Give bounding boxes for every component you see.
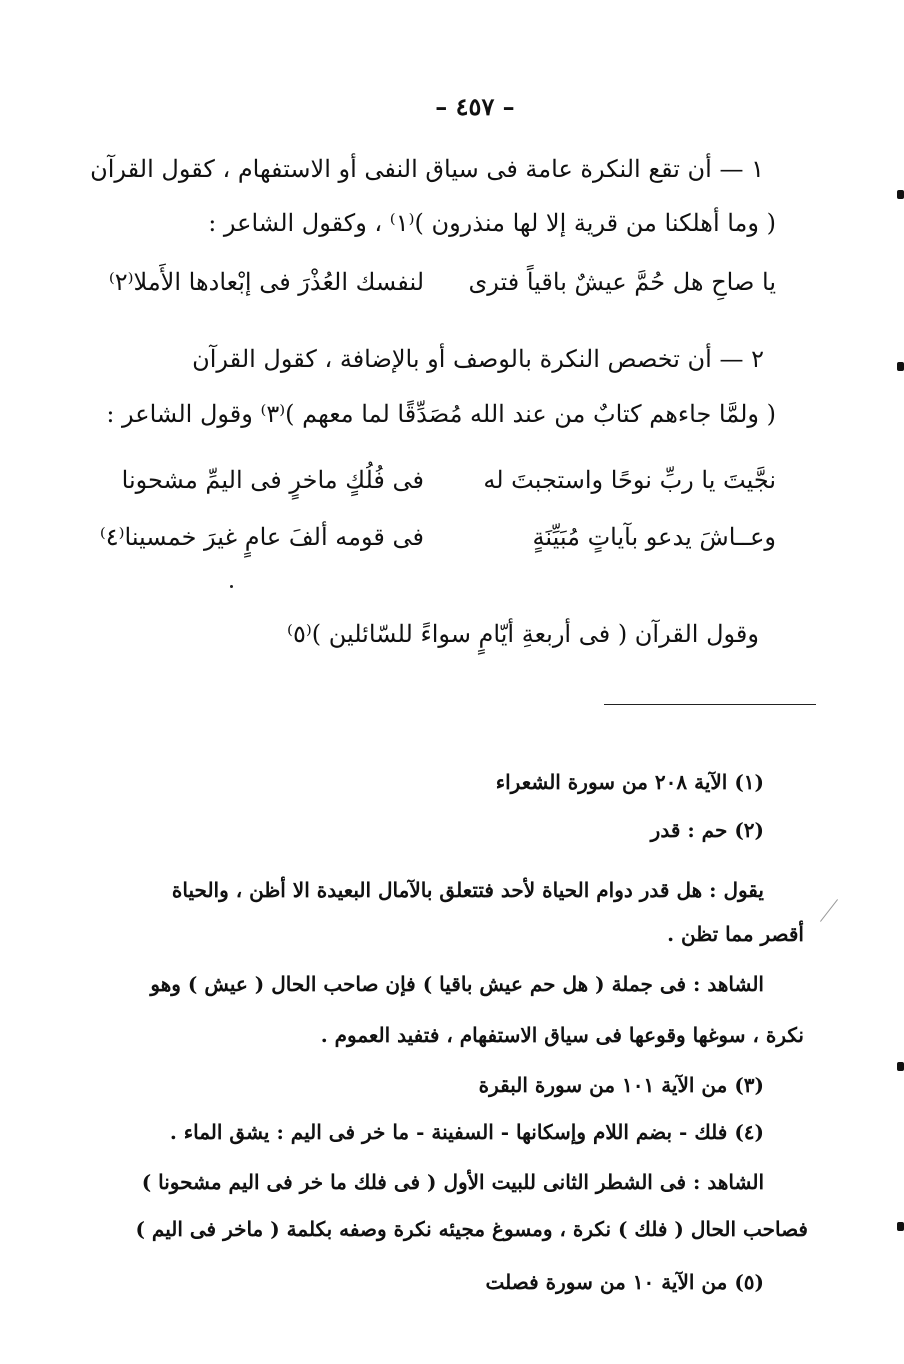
stray-dot <box>230 585 233 588</box>
footnote-2-explanation-2: أقصر مما تظن . <box>667 922 804 946</box>
scan-margin-mark <box>897 1222 904 1231</box>
footnote-4: (٤) فلك - بضم اللام وإسكانها - السفينة - ما خر فى اليم : يشق الماء . <box>169 1120 764 1144</box>
body-line-3: ٢ — أن تخصص النكرة بالوصف أو بالإضافة ، كقول القرآن <box>192 345 764 373</box>
verse-2-second-hemistich: فى فُلُكٍ ماخرٍ فى اليمِّ مشحونا <box>121 466 424 494</box>
page-number: – ٤٥٧ – <box>435 92 515 121</box>
verse-1-second-hemistich: لنفسك العُذْرَ فى إبْعادها الأَملا⁽٢⁾ <box>108 268 424 296</box>
body-line-2: ( وما أهلكنا من قرية إلا لها منذرون )⁽١⁾ ، وكقول الشاعر : <box>208 209 776 237</box>
verse-3-second-hemistich: فى قومه ألفَ عامٍ غيرَ خمسينا⁽٤⁾ <box>99 523 424 551</box>
footnote-2: (٢) حم : قدر <box>650 818 764 842</box>
scan-margin-mark <box>897 1062 904 1071</box>
body-line-1: ١ — أن تقع النكرة عامة فى سياق النفى أو الاستفهام ، كقول القرآن <box>90 155 764 183</box>
verse-3-first-hemistich: وعــاشَ يدعو بآياتٍ مُبَيِّنَةٍ <box>532 523 776 551</box>
footnote-3: (٣) من الآية ١٠١ من سورة البقرة <box>478 1073 764 1097</box>
scan-margin-mark <box>897 190 904 199</box>
body-line-4: ( ولمَّا جاءهم كتابٌ من عند الله مُصَدِّقًا لما معهم )⁽٣⁾ وقول الشاعر : <box>106 400 776 428</box>
stray-pen-mark <box>820 899 838 922</box>
footnote-2-witness-2: نكرة ، سوغها وقوعها فى سياق الاستفهام ، فتفيد العموم . <box>320 1023 804 1047</box>
footnote-4-witness-1: الشاهد : فى الشطر الثانى للبيت الأول ( فى فلك ما خر فى اليم مشحونا ) <box>141 1170 764 1194</box>
verse-2-first-hemistich: نجَّيتَ يا ربِّ نوحًا واستجبتَ له <box>483 466 776 494</box>
scan-margin-mark <box>897 362 904 371</box>
footnote-5: (٥) من الآية ١٠ من سورة فصلت <box>485 1270 764 1294</box>
footnote-2-witness-1: الشاهد : فى جملة ( هل حم عيش باقيا ) فإن صاحب الحال ( عيش ) وهو <box>150 972 764 996</box>
verse-1-first-hemistich: يا صاحِ هل حُمَّ عيشٌ باقياً فترى <box>468 268 776 296</box>
footnote-2-explanation-1: يقول : هل قدر دوام الحياة لأحد فتتعلق بالآمال البعيدة الا أظن ، والحياة <box>171 878 764 902</box>
footnote-1: (١) الآية ٢٠٨ من سورة الشعراء <box>495 770 764 794</box>
footnote-4-witness-2: فصاحب الحال ( فلك ) نكرة ، ومسوغ مجيئه نكرة وصفه بكلمة ( ماخر فى اليم ) <box>135 1217 808 1241</box>
footnote-separator <box>604 704 816 705</box>
body-line-5: وقول القرآن ( فى أربعةِ أيّامٍ سواءً للسّائلين )⁽٥⁾ <box>287 620 759 648</box>
